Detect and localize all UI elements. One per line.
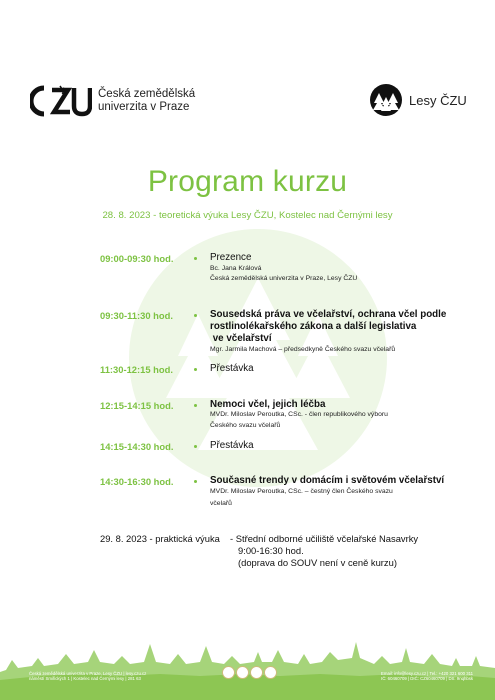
program-time: 09:30-11:30 hod. — [100, 310, 173, 321]
program-time: 14:30-16:30 hod. — [100, 476, 174, 487]
footer-contact — [381, 671, 473, 682]
program-heading: Přestávka — [210, 363, 254, 374]
program-heading: rostlinolékařského zákona a další legislativa — [210, 321, 417, 332]
practical-date: 29. 8. 2023 - praktická výuka — [100, 533, 220, 544]
program-time: 11:30-12:15 hod. — [100, 364, 173, 375]
program-heading: Přestávka — [210, 440, 254, 451]
program-time: 09:00-09:30 hod. — [100, 253, 174, 264]
bullet-dot — [194, 480, 197, 483]
practical-note: (doprava do SOUV není v ceně kurzu) — [238, 557, 397, 568]
program-detail: Mgr. Jarmila Machová – předsedkyně Českého svazu včelařů — [210, 346, 396, 353]
program-heading: ve včelařství — [210, 333, 272, 344]
program-time: 14:15-14:30 hod. — [100, 441, 174, 452]
footer-address — [29, 671, 146, 682]
bullet-dot — [194, 404, 197, 407]
program-heading: Nemoci včel, jejich léčba — [210, 399, 326, 410]
czu-logo-icon — [30, 84, 92, 118]
lesy-czu-label: Lesy ČZU — [409, 93, 467, 108]
program-detail: Bc. Jana Králová — [210, 265, 262, 272]
footer-address-line2: náměstí Smiřických 1 | Kostelec nad Černými lesy | 281 63 — [29, 676, 141, 682]
practical-time: 9:00-16:30 hod. — [238, 545, 304, 556]
footer-emblem-icon — [250, 666, 263, 679]
program-detail: Českého svazu včelařů — [210, 422, 281, 429]
footer-emblem-icon — [236, 666, 249, 679]
footer-contact-line2: IČ: 60460709 | DIČ: CZ60460709 | DS: 9nqhbsk — [381, 676, 474, 682]
practical-location: - Střední odborné učiliště včelařské Nasavrky — [230, 533, 419, 544]
program-heading: Současné trendy v domácím i světovém včelařství — [210, 475, 445, 486]
czu-name-line2: univerzita v Praze — [98, 101, 190, 113]
footer-town-silhouette — [0, 628, 495, 700]
program-detail: Česká zemědělská univerzita v Praze, Lesy ČZU — [210, 275, 358, 282]
bullet-dot — [194, 257, 197, 260]
program-time: 12:15-14:15 hod. — [100, 400, 174, 411]
footer-address-line1: Česká zemědělská univerzita v Praze, Lesy ČZU | lesy.czu.cz — [29, 671, 147, 676]
program-heading: Prezence — [210, 252, 252, 263]
page-title: Program kurzu — [147, 165, 348, 198]
footer-emblem-icon — [222, 666, 235, 679]
program-detail: MVDr. Miloslav Peroutka, CSc. - člen republikového výboru — [210, 411, 388, 418]
bullet-dot — [194, 445, 197, 448]
bullet-dot — [194, 314, 197, 317]
lesy-czu-trees-icon — [368, 84, 404, 116]
program-detail: MVDr. Miloslav Peroutka, CSc. – čestný člen Českého svazu — [210, 488, 393, 495]
czu-name-line1: Česká zemědělská — [98, 88, 196, 100]
czu-name — [98, 88, 195, 114]
bullet-dot — [194, 368, 197, 371]
footer-emblem-icon — [264, 666, 277, 679]
program-detail: včelařů — [210, 500, 232, 507]
program-heading: Sousedská práva ve včelařství, ochrana včel podle — [210, 309, 447, 320]
page-subtitle: 28. 8. 2023 - teoretická výuka Lesy ČZU, Kostelec nad Černými lesy — [102, 210, 393, 221]
footer-contact-line1: Email: info@lesy.czu.cz | Tel.: +420 321 600 311 — [381, 671, 474, 676]
